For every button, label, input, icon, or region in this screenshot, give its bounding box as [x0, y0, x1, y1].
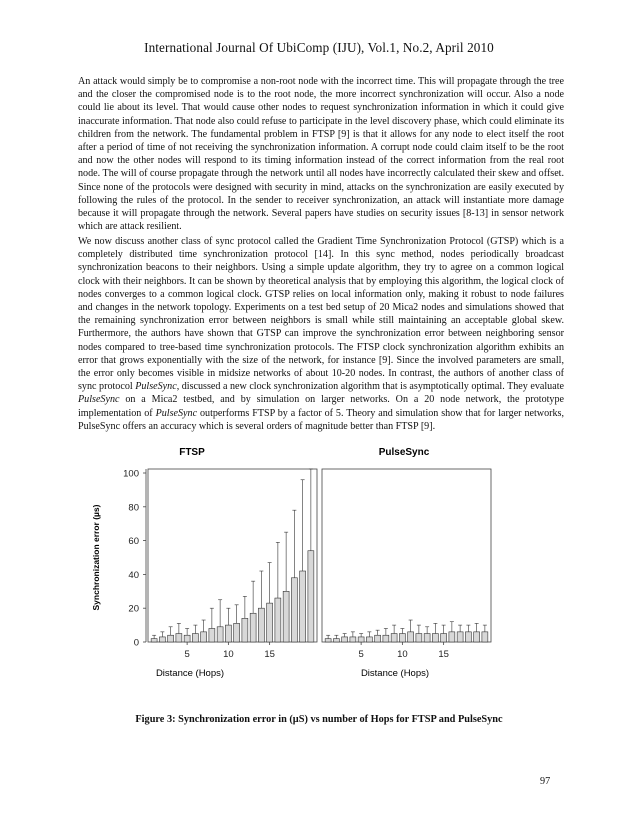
bar	[275, 598, 281, 642]
paragraph-attack: An attack would simply be to compromise a non-root node with the incorrect time. This will propagate through the tree and the closer the compromised node is to the root node, the more incorrect synchronization will occur. Also a node could lie about its level. That would cause other nodes to request synchronization information in which it could give inaccurate information. That node also could refuse to participate in the level discovery phase, which could eliminate its children from the network. The fundamental problem in FTSP [9] is that it allows for any node to elect itself the root after a period of time of not receiving the synchronization information. A corrupt node could claim itself to be the root and now the other nodes will respond to its timing information instead of the correct information from the real root node. The will of course propagate through the network until all nodes have incorrectly calculated their skew and offset. Since none of the protocols were designed with security in mind, attacks on the synchronization are easily executed by following the rules of the protocol. In the sender to receiver synchronization, an attack will instantiate more damage because it will propagate through the network. Several papers have studies on security issues [8-13] in sensor network which are attack resilient.	[78, 76, 564, 233]
bar	[383, 635, 389, 642]
journal-header: International Journal Of UbiComp (IJU), Vol.1, No.2, April 2010	[144, 40, 494, 55]
bar	[375, 635, 381, 642]
x-tick-label: 10	[223, 649, 234, 660]
bar	[325, 639, 331, 642]
bar	[159, 637, 165, 642]
sync-error-figure	[70, 440, 500, 690]
bar	[465, 632, 471, 642]
y-tick-label: 100	[123, 468, 139, 480]
bar	[151, 639, 157, 642]
y-tick-label: 60	[128, 536, 139, 548]
y-tick-label: 20	[128, 603, 139, 615]
page-number: 97	[540, 776, 551, 787]
x-tick-label: 15	[438, 649, 449, 660]
bar	[291, 578, 297, 642]
bar	[234, 623, 240, 642]
bar	[449, 632, 455, 642]
panel-title: PulseSync	[378, 447, 430, 458]
bar	[482, 632, 488, 642]
panel-frame	[322, 469, 491, 642]
paragraph-gtsp	[78, 235, 564, 433]
bar	[300, 571, 306, 642]
paragraph-gtsp-part-c: on a Mica2 testbed, and by simulation on larger networks. On a 20 node network, the prototype implementation of	[78, 394, 564, 419]
bar	[408, 632, 414, 642]
y-tick-label: 80	[128, 502, 139, 514]
bar	[441, 634, 447, 642]
bar	[283, 591, 289, 642]
x-tick-label: 5	[358, 649, 364, 660]
bar	[424, 634, 430, 642]
paragraph-gtsp-part-b: , discussed a new clock synchronization algorithm that is asymptotically optimal. They evaluate	[176, 381, 564, 393]
bar	[358, 637, 364, 642]
x-tick-label: 15	[264, 649, 275, 660]
x-axis-label: Distance (Hops)	[155, 668, 225, 679]
bar	[366, 637, 372, 642]
bar	[258, 608, 264, 642]
figure-caption: Figure 3: Synchronization error in (µS) vs number of Hops for FTSP and PulseSync	[135, 714, 503, 725]
pulsesync-term: PulseSync	[135, 381, 177, 393]
bar	[474, 632, 480, 642]
paragraph-gtsp-part-a: We now discuss another class of sync protocol called the Gradient Time Synchronization Protocol (GTSP) which is a completely distributed time synchronization protocol [14]. In this sync method, nodes periodically broadcast synchronization beacons to their neighbors. Using a simple update algorithm, they try to agree on a common logical clock with their neighbors. It can be shown by theoretical analysis that by employing this algorithm, the logical clock of nodes converges to a common logical clock. GTSP relies on local information only, making it robust to node failures and changes in the network topology. Experiments on a test bed setup of 20 Mica2 nodes and simulations showed that the remaining synchronization error between neighbors is small while still maintaining an acceptable global skew. Furthermore, the authors have shown that GTSP can improve the synchronization error between neighboring sensor nodes compared to tree-based time synchronization protocols. The FTSP clock synchronization algorithm exhibits an error that grows exponentially with the size of the network, for instance [9]. Since the involved parameters are small, the error only becomes visible in midsize networks of about 10-20 nodes. In contrast, the authors of another class of sync protocol	[78, 236, 564, 393]
bar	[176, 634, 182, 642]
bar	[250, 613, 256, 642]
bar	[168, 635, 174, 642]
bar	[333, 639, 339, 642]
bar	[391, 634, 397, 642]
bar	[201, 632, 207, 642]
bar	[308, 551, 314, 642]
bar	[350, 637, 356, 642]
bar	[209, 628, 215, 642]
bar	[416, 634, 422, 642]
y-tick-label: 40	[128, 569, 139, 581]
paragraph-gtsp-part-d: outperforms FTSP by a factor of 5. Theory and simulation show that for larger networks, PulseSync offers an accuracy which is several orders of magnitude better than FTSP [9].	[78, 407, 564, 432]
x-tick-label: 10	[397, 649, 408, 660]
bar	[217, 627, 223, 642]
bar	[267, 603, 273, 642]
x-axis-label: Distance (Hops)	[360, 668, 430, 679]
pulsesync-term: PulseSync	[78, 394, 120, 406]
bar	[242, 618, 248, 642]
bar	[432, 634, 438, 642]
y-axis-label: Synchronization error (µs)	[91, 504, 101, 611]
x-tick-label: 5	[184, 649, 190, 660]
bar	[192, 634, 198, 642]
panel-title: FTSP	[179, 447, 205, 458]
bar	[399, 634, 405, 642]
pulsesync-term: PulseSync	[155, 407, 198, 419]
y-tick-label: 0	[133, 637, 139, 649]
bar	[457, 632, 463, 642]
bar	[225, 625, 231, 642]
bar	[342, 637, 348, 642]
bar	[184, 635, 190, 642]
